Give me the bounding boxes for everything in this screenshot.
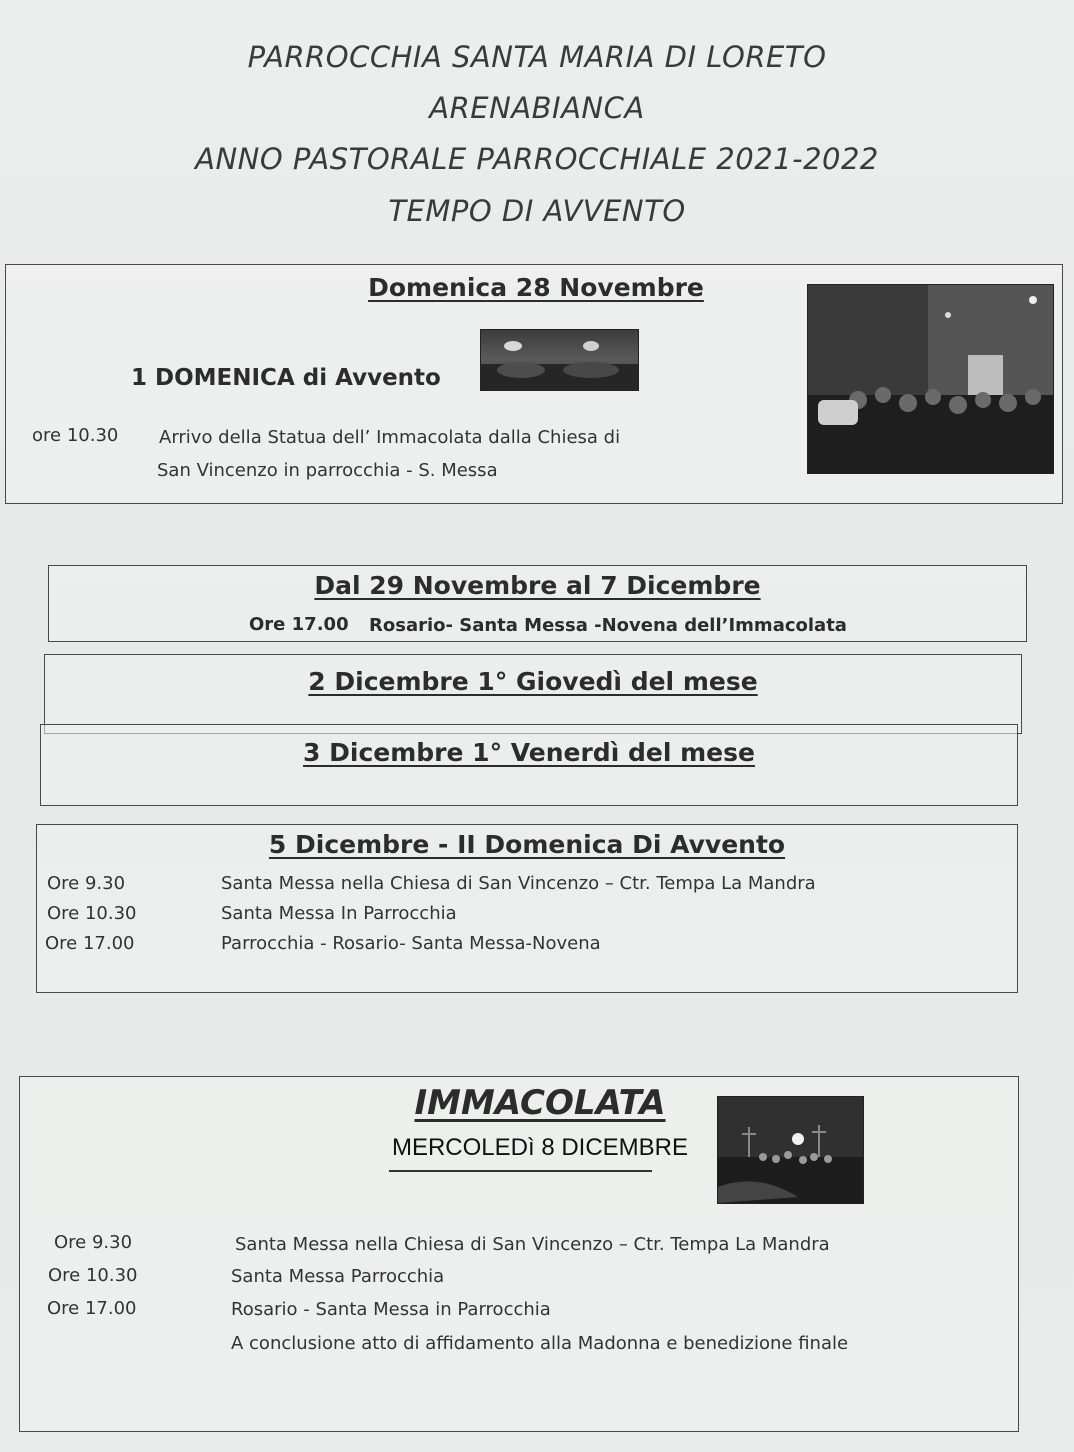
parish-name: PARROCCHIA SANTA MARIA DI LORETO	[247, 40, 827, 74]
section-3-dicembre-title: 3 Dicembre 1° Venerdì del mese	[303, 738, 755, 767]
immacolata-row-3-time: Ore 17.00	[47, 1298, 137, 1319]
parish-location: ARENABIANCA	[429, 91, 645, 125]
section-immacolata	[19, 1076, 1019, 1432]
section-5-row-1-text: Santa Messa nella Chiesa di San Vincenzo – Ctr. Tempa La Mandra	[221, 873, 816, 894]
section-28-novembre-title: Domenica 28 Novembre	[368, 273, 704, 302]
section-5-row-2-time: Ore 10.30	[47, 903, 137, 924]
section-28-novembre-text-2: San Vincenzo in parrocchia - S. Messa	[157, 460, 498, 481]
section-novena-time: Ore 17.00	[249, 614, 349, 635]
immacolata-date-underline	[389, 1170, 652, 1172]
immacolata-closing-text: A conclusione atto di affidamento alla Madonna e benedizione finale	[231, 1333, 849, 1354]
first-advent-sunday-label: 1 DOMENICA di Avvento	[131, 365, 441, 391]
section-5-dicembre-title: 5 Dicembre - II Domenica Di Avvento	[268, 830, 786, 859]
section-3-dicembre	[40, 724, 1018, 806]
procession-photo	[807, 284, 1054, 474]
section-28-novembre-text-1: Arrivo della Statua dell’ Immacolata dalla Chiesa di	[159, 427, 621, 448]
immacolata-row-2-time: Ore 10.30	[48, 1265, 138, 1286]
season-title: TEMPO DI AVVENTO	[388, 194, 686, 228]
section-5-row-2-text: Santa Messa In Parrocchia	[221, 903, 457, 924]
immacolata-row-3-text: Rosario - Santa Messa in Parrocchia	[231, 1299, 551, 1320]
immacolata-row-1-time: Ore 9.30	[54, 1232, 133, 1253]
immacolata-date: MERCOLEDì 8 DICEMBRE	[391, 1134, 689, 1161]
section-novena	[48, 565, 1027, 642]
candles-photo	[480, 329, 639, 391]
pastoral-year: ANNO PASTORALE PARROCCHIALE 2021-2022	[195, 142, 879, 176]
section-28-novembre-time: ore 10.30	[32, 425, 119, 446]
immacolata-row-2-text: Santa Messa Parrocchia	[231, 1266, 445, 1287]
night-procession-photo	[717, 1096, 864, 1204]
section-5-row-3-time: Ore 17.00	[45, 933, 135, 954]
immacolata-row-1-text: Santa Messa nella Chiesa di San Vincenzo – Ctr. Tempa La Mandra	[235, 1234, 830, 1255]
section-5-dicembre	[36, 824, 1018, 993]
section-novena-text: Rosario- Santa Messa -Novena dell’Immacolata	[369, 615, 847, 636]
section-2-dicembre	[44, 654, 1022, 734]
section-5-row-1-time: Ore 9.30	[47, 873, 126, 894]
section-2-dicembre-title: 2 Dicembre 1° Giovedì del mese	[308, 667, 758, 696]
section-5-row-3-text: Parrocchia - Rosario- Santa Messa-Novena	[221, 933, 601, 954]
immacolata-title: IMMACOLATA	[414, 1083, 666, 1123]
section-28-novembre	[5, 264, 1063, 504]
section-novena-title: Dal 29 Novembre al 7 Dicembre	[314, 571, 761, 600]
